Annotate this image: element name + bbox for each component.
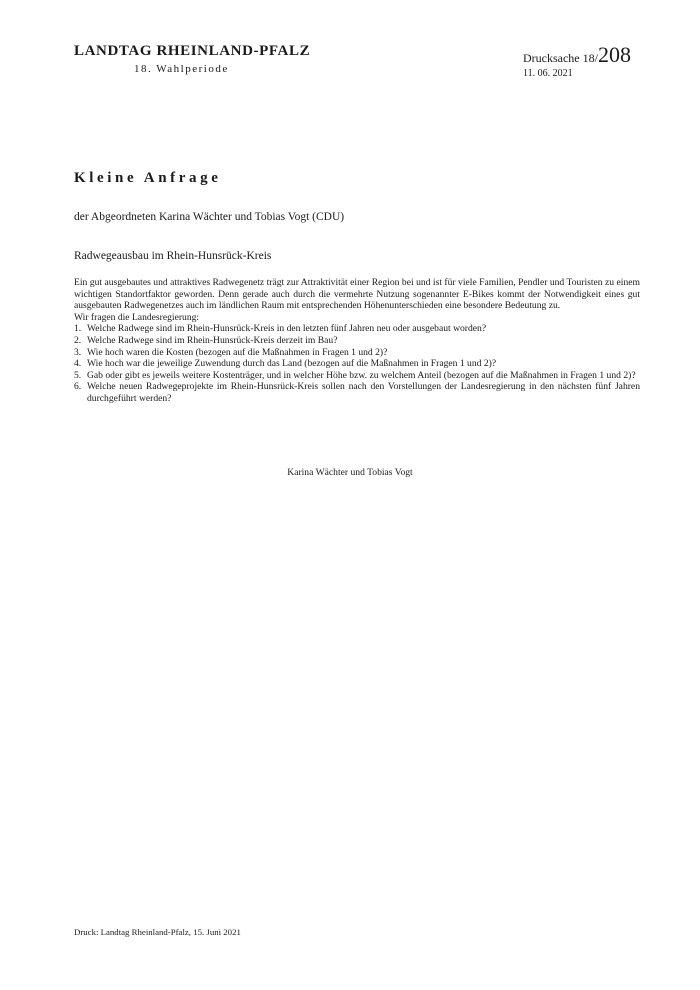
question-text: Wie hoch war die jeweilige Zuwendung durch das Land (bezogen auf die Maßnahmen in Fragen 1 und 2)? — [87, 358, 497, 370]
legislative-period: 18. Wahlperiode — [134, 63, 229, 75]
question-number: 5. — [74, 369, 82, 381]
subject-title: Radwegeausbau im Rhein-Hunsrück-Kreis — [74, 250, 272, 262]
list-item — [74, 323, 640, 335]
drucksache-number: 208 — [597, 42, 631, 67]
document-type: Kleine Anfrage — [74, 170, 222, 186]
question-list — [74, 323, 640, 404]
document-body — [74, 277, 640, 405]
drucksache-label: Drucksache 18/ — [523, 51, 598, 65]
question-text: Welche neuen Radwegeprojekte im Rhein-Hunsrück-Kreis sollen nach den Vorstellungen der Landesregierung in den nächsten fünf Jahren durchgeführt werden? — [87, 381, 640, 404]
list-item — [74, 381, 640, 404]
authors-line: der Abgeordneten Karina Wächter und Tobias Vogt (CDU) — [74, 211, 345, 223]
drucksache-reference — [523, 43, 653, 70]
question-lead: Wir fragen die Landesregierung: — [74, 311, 200, 323]
list-item — [74, 347, 640, 359]
question-text: Welche Radwege sind im Rhein-Hunsrück-Kreis in den letzten fünf Jahren neu oder ausgebaut worden? — [87, 323, 487, 335]
question-text: Welche Radwege sind im Rhein-Hunsrück-Kreis derzeit im Bau? — [87, 334, 338, 346]
header-right — [523, 43, 653, 80]
question-text: Gab oder gibt es jeweils weitere Kostenträger, und in welcher Höhe bzw. zu welchem Anteil (bezogen auf die Maßnahmen in Fragen 1 und 2)? — [87, 369, 636, 381]
list-item — [74, 335, 640, 347]
intro-paragraph: Ein gut ausgebautes und attraktives Radwegenetz trägt zur Attraktivität einer Region bei und ist für viele Familien, Pendler und Touristen zu einem wichtigen Standortfaktor geworden. Denn gerade auch durch die vermehrte Nutzung sogenannter E-Bikes kommt der Notwendigkeit eines gut ausgebauten Radwegenetzes auch im ländlichen Raum mit entsprechenden Höhenunterschieden eine besondere Bedeutung zu. — [74, 277, 640, 312]
header-left — [74, 43, 310, 76]
question-number: 6. — [74, 381, 82, 393]
signature: Karina Wächter und Tobias Vogt — [287, 467, 413, 478]
question-number: 4. — [74, 358, 82, 370]
list-item — [74, 358, 640, 370]
document-date: 11. 06. 2021 — [523, 68, 573, 79]
parliament-name: LANDTAG RHEINLAND-PFALZ — [74, 43, 311, 59]
question-number: 2. — [74, 334, 82, 346]
question-number: 1. — [74, 323, 82, 335]
question-text: Wie hoch waren die Kosten (bezogen auf die Maßnahmen in Fragen 1 und 2)? — [87, 346, 388, 358]
list-item — [74, 370, 640, 382]
question-number: 3. — [74, 346, 82, 358]
print-note: Druck: Landtag Rheinland-Pfalz, 15. Juni 2021 — [74, 927, 241, 937]
